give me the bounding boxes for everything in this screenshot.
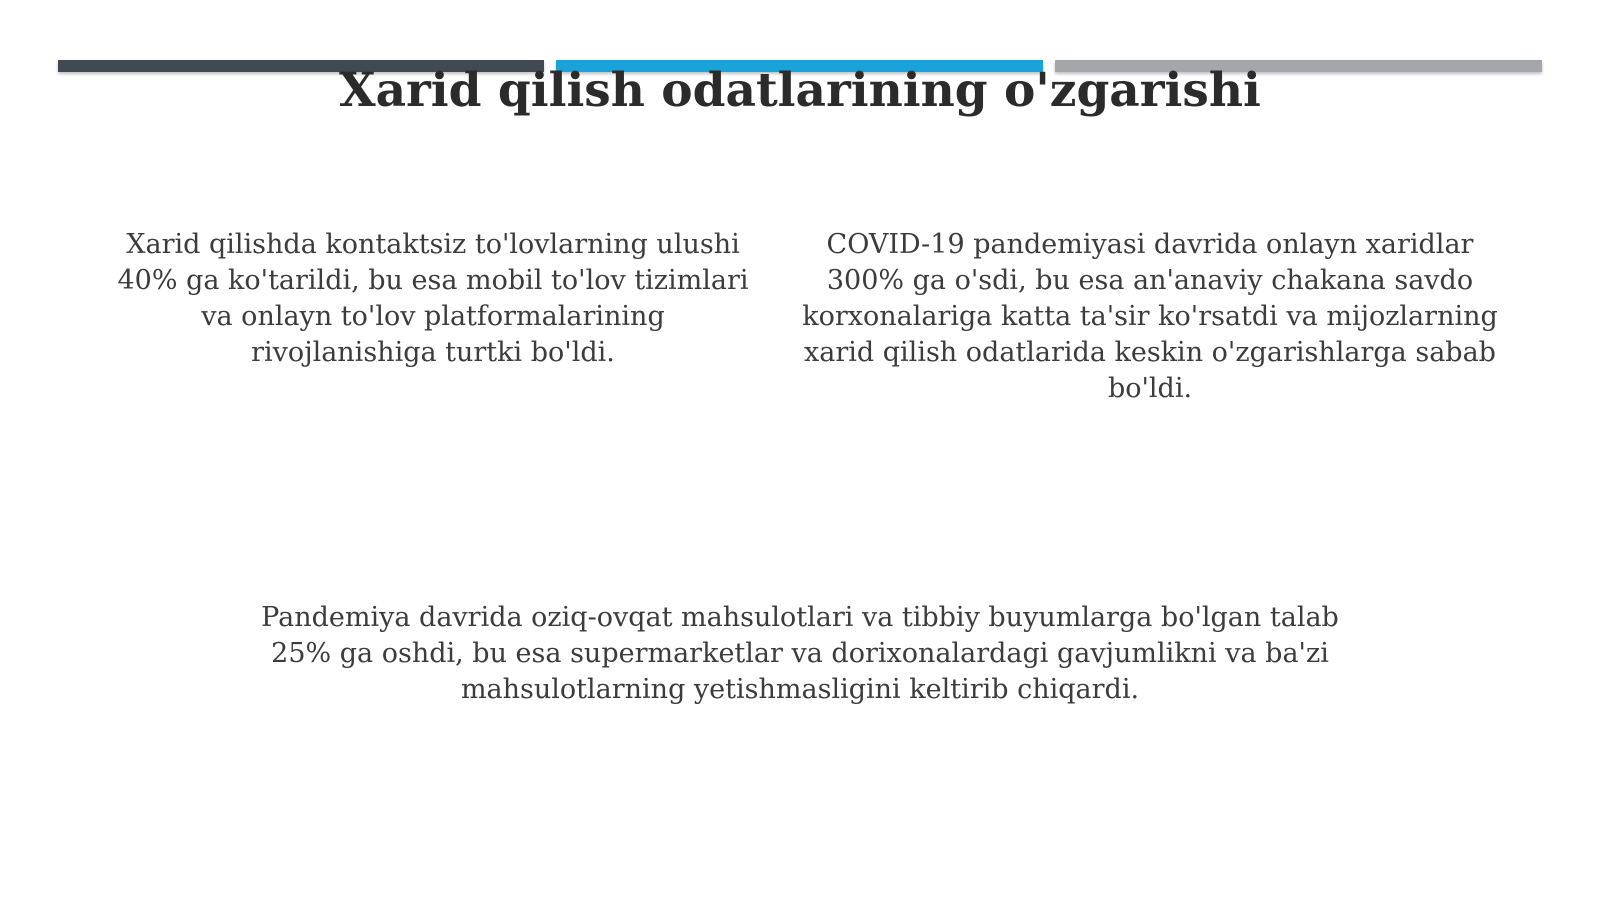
slide-title: Xarid qilish odatlarining o'zgarishi xyxy=(339,63,1261,118)
contactless-payments-paragraph: Xarid qilishda kontaktsiz to'lovlarning ulushi 40% ga ko'tarildi, bu esa mobil to'lov tizimlari va onlayn to'lov platformalarining rivojlanishiga turtki bo'ldi. xyxy=(117,229,749,368)
food-medical-demand-paragraph: Pandemiya davrida oziq-ovqat mahsulotlari va tibbiy buyumlarga bo'lgan talab 25% ga oshdi, bu esa supermarketlar va dorixonalardagi gavjumlikni va ba'zi mahsulotlarning yetishmasligini keltirib chiqardi. xyxy=(261,602,1339,705)
online-shopping-paragraph: COVID-19 pandemiyasi davrida onlayn xaridlar 300% ga o'sdi, bu esa an'anaviy chakana savdo korxonalariga katta ta'sir ko'rsatdi va mijozlarning xarid qilish odatlarida keskin o'zgarishlarga sabab bo'ldi. xyxy=(802,229,1498,404)
